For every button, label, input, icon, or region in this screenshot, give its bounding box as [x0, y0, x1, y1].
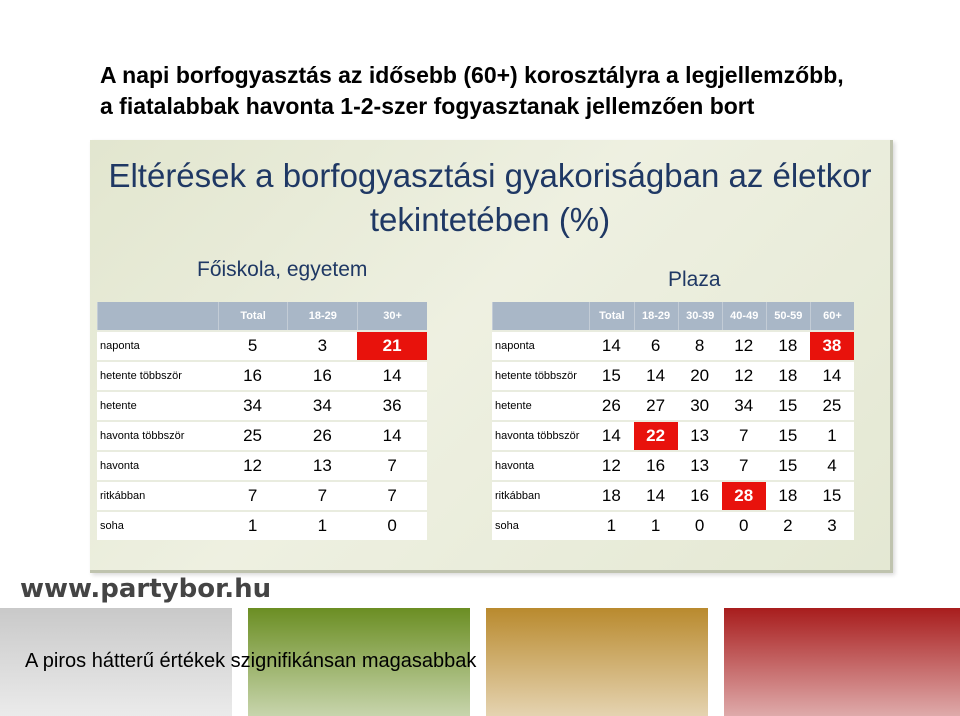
value-cell: 16: [678, 480, 722, 510]
column-header: 18-29: [634, 302, 678, 330]
column-header: 30+: [357, 302, 427, 330]
value-cell: 18: [766, 480, 810, 510]
value-cell: 16: [287, 360, 357, 390]
header-corner-cell: [97, 302, 218, 330]
partybor-logo[interactable]: www.partybor.hu: [20, 574, 272, 604]
row-label: ritkábban: [492, 480, 589, 510]
column-header: 40-49: [722, 302, 766, 330]
column-header: Total: [218, 302, 288, 330]
row-label: hetente: [492, 390, 589, 420]
table-row: [492, 390, 854, 420]
row-label: havonta: [492, 450, 589, 480]
highlighted-value-cell: 22: [634, 420, 678, 450]
value-cell: 18: [766, 360, 810, 390]
table-row: [492, 420, 854, 450]
table-row: [97, 510, 427, 540]
value-cell: 8: [678, 330, 722, 360]
value-cell: 5: [218, 330, 288, 360]
value-cell: 25: [218, 420, 288, 450]
value-cell: 0: [678, 510, 722, 540]
value-cell: 2: [766, 510, 810, 540]
panel-title: Eltérések a borfogyasztási gyakoriságban az életkor tekintetében (%): [108, 157, 872, 238]
value-cell: 14: [589, 420, 633, 450]
table-row: [492, 360, 854, 390]
column-header: 18-29: [287, 302, 357, 330]
value-cell: 1: [218, 510, 288, 540]
value-cell: 0: [722, 510, 766, 540]
value-cell: 16: [218, 360, 288, 390]
table-row: [97, 450, 427, 480]
value-cell: 34: [218, 390, 288, 420]
value-cell: 34: [722, 390, 766, 420]
table-row: [492, 450, 854, 480]
value-cell: 7: [287, 480, 357, 510]
value-cell: 16: [634, 450, 678, 480]
value-cell: 27: [634, 390, 678, 420]
value-cell: 14: [589, 330, 633, 360]
row-label: hetente többször: [97, 360, 218, 390]
value-cell: 14: [634, 360, 678, 390]
row-label: soha: [97, 510, 218, 540]
value-cell: 1: [589, 510, 633, 540]
row-label: ritkábban: [97, 480, 218, 510]
right-data-table: [492, 302, 854, 540]
value-cell: 15: [810, 480, 854, 510]
value-cell: 4: [810, 450, 854, 480]
value-cell: 26: [287, 420, 357, 450]
header-corner-cell: [492, 302, 589, 330]
column-header: 30-39: [678, 302, 722, 330]
value-cell: 13: [678, 420, 722, 450]
slide-headline: A napi borfogyasztás az idősebb (60+) korosztályra a legjellemzőbb, a fiatalabbak havonta 1-2-szer fogyasztanak jellemzően bort: [100, 62, 844, 119]
table-row: [97, 420, 427, 450]
row-label: naponta: [492, 330, 589, 360]
table-row: [97, 390, 427, 420]
row-label: naponta: [97, 330, 218, 360]
value-cell: 30: [678, 390, 722, 420]
table-row: [492, 480, 854, 510]
value-cell: 18: [766, 330, 810, 360]
value-cell: 6: [634, 330, 678, 360]
row-label: hetente többször: [492, 360, 589, 390]
value-cell: 12: [218, 450, 288, 480]
value-cell: 20: [678, 360, 722, 390]
value-cell: 13: [678, 450, 722, 480]
column-header: 60+: [810, 302, 854, 330]
highlighted-value-cell: 21: [357, 330, 427, 360]
table-header-row: [492, 302, 854, 330]
row-label: havonta többször: [97, 420, 218, 450]
value-cell: 3: [810, 510, 854, 540]
value-cell: 14: [634, 480, 678, 510]
value-cell: 1: [287, 510, 357, 540]
value-cell: 15: [766, 450, 810, 480]
column-header: Total: [589, 302, 633, 330]
left-group-title: Főiskola, egyetem: [197, 258, 368, 281]
column-header: 50-59: [766, 302, 810, 330]
highlighted-value-cell: 28: [722, 480, 766, 510]
value-cell: 26: [589, 390, 633, 420]
value-cell: 12: [589, 450, 633, 480]
table-row: [492, 330, 854, 360]
row-label: hetente: [97, 390, 218, 420]
value-cell: 15: [766, 390, 810, 420]
value-cell: 15: [766, 420, 810, 450]
value-cell: 7: [722, 420, 766, 450]
value-cell: 3: [287, 330, 357, 360]
table-row: [97, 330, 427, 360]
value-cell: 1: [634, 510, 678, 540]
value-cell: 7: [357, 450, 427, 480]
value-cell: 14: [810, 360, 854, 390]
table-header-row: [97, 302, 427, 330]
value-cell: 1: [810, 420, 854, 450]
value-cell: 12: [722, 360, 766, 390]
value-cell: 15: [589, 360, 633, 390]
left-data-table: [97, 302, 427, 540]
value-cell: 34: [287, 390, 357, 420]
value-cell: 13: [287, 450, 357, 480]
value-cell: 12: [722, 330, 766, 360]
table-row: [97, 480, 427, 510]
value-cell: 18: [589, 480, 633, 510]
value-cell: 7: [722, 450, 766, 480]
value-cell: 14: [357, 420, 427, 450]
value-cell: 14: [357, 360, 427, 390]
highlighted-value-cell: 38: [810, 330, 854, 360]
value-cell: 7: [218, 480, 288, 510]
value-cell: 25: [810, 390, 854, 420]
footer-segment: [724, 608, 960, 716]
footnote: A piros hátterű értékek szignifikánsan magasabbak: [25, 650, 477, 672]
footer-segment: [486, 608, 708, 716]
value-cell: 0: [357, 510, 427, 540]
row-label: soha: [492, 510, 589, 540]
right-group-title: Plaza: [668, 268, 721, 291]
row-label: havonta: [97, 450, 218, 480]
table-row: [97, 360, 427, 390]
row-label: havonta többször: [492, 420, 589, 450]
table-row: [492, 510, 854, 540]
value-cell: 36: [357, 390, 427, 420]
value-cell: 7: [357, 480, 427, 510]
